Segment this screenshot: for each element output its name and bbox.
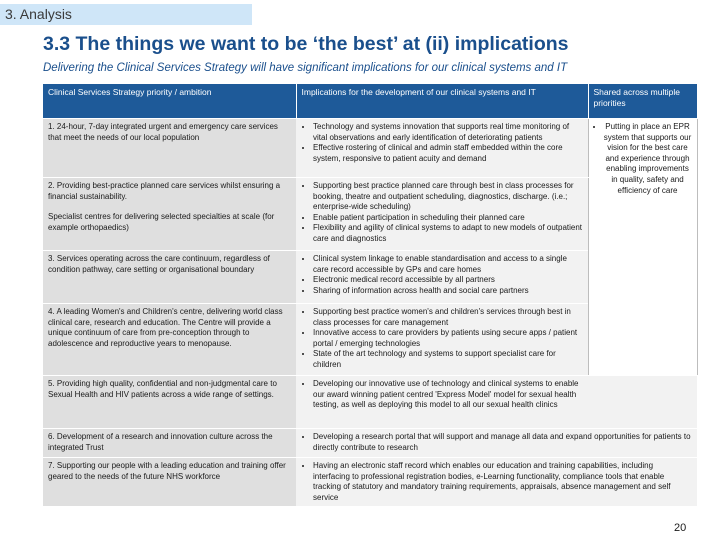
implications-cell	[296, 178, 588, 251]
implication-item: • Supporting best practice planned care through best in class processes for booking, theatre and outpatient scheduling, diagnostics, discharge. (i.e.; enterprise-wide scheduling)	[313, 181, 583, 213]
implication-item: • Innovative access to care providers by patients using secure apps / patient portal / emerging technologies	[313, 328, 583, 349]
implications-cell	[296, 251, 588, 304]
priority-text: 6. Development of a research and innovation culture across the integrated Trust	[48, 432, 273, 452]
page-title: 3.3 The things we want to be ‘the best’ at (ii) implications	[43, 33, 569, 55]
priority-text: 1. 24-hour, 7-day integrated urgent and emergency care services that meet the needs of our local population	[48, 122, 278, 142]
table-row	[43, 119, 697, 178]
section-tag: 3. Analysis	[0, 4, 252, 25]
implications-cell	[296, 119, 588, 178]
implication-item: • Effective rostering of clinical and admin staff embedded within the core system, responsive to patient acuity and demand	[313, 143, 583, 164]
page-subtitle: Delivering the Clinical Services Strategy will have significant implications for our clinical systems and IT	[43, 62, 568, 74]
priority-cell	[43, 458, 296, 507]
implications-cell	[296, 304, 588, 376]
header-shared: Shared across multiple priorities	[588, 84, 697, 119]
table-row	[43, 376, 697, 429]
implications-cell	[296, 376, 697, 429]
priority-text: 7. Supporting our people with a leading education and training offer geared to the needs of the future NHS workforce	[48, 461, 286, 481]
shared-cell	[588, 119, 697, 376]
implication-item: • Developing a research portal that will support and manage all data and expand opportunities for patients to directly contribute to research	[313, 432, 692, 453]
priority-text: Specialist centres for delivering selected specialties at scale (for example orthopaedics)	[48, 212, 275, 232]
shared-item: • Putting in place an EPR system that supports our vision for the best care and experience through enabling improvements in quality, safety and efficiency of care	[604, 122, 692, 196]
table-row	[43, 429, 697, 458]
priority-cell	[43, 304, 296, 376]
implication-item: • Sharing of information across health and social care partners	[313, 286, 583, 297]
implication-item: • Technology and systems innovation that supports real time monitoring of vital observations and early identification of deteriorating patients	[313, 122, 583, 143]
implication-item: • State of the art technology and systems to support specialist care for children	[313, 349, 583, 370]
priority-text: 3. Services operating across the care continuum, regardless of condition pathway, care setting or organisational boundary	[48, 254, 270, 274]
priority-text: 2. Providing best-practice planned care services whilst ensuring a financial sustainability.	[48, 181, 281, 201]
header-implications: Implications for the development of our clinical systems and IT	[296, 84, 588, 119]
implication-item: • Supporting best practice women's and children's services through best in class processes for care management	[313, 307, 583, 328]
priority-text: 5. Providing high quality, confidential and non-judgmental care to Sexual Health and HIV patients across a wide range of settings.	[48, 379, 277, 399]
page-number: 20	[674, 522, 687, 534]
priority-cell	[43, 429, 296, 458]
priority-text: 4. A leading Women's and Children's centre, delivering world class clinical care, research and education. The Centre will provide a unique continuum of care from pre-conception through to adolescence and reproductive years to menopause.	[48, 307, 283, 348]
table-header-row	[43, 84, 697, 119]
priority-cell	[43, 251, 296, 304]
priority-cell	[43, 119, 296, 178]
priority-cell	[43, 178, 296, 251]
implication-item: • Having an electronic staff record which enables our education and training capabilities, including interfacing to professional registration bodies, e-Learning functionality, compliance tools that enable tracking of statutory and mandatory training requirements, appraisals, absence management and self service	[313, 461, 692, 503]
header-priority: Clinical Services Strategy priority / ambition	[43, 84, 296, 119]
implication-item: • Electronic medical record accessible by all partners	[313, 275, 583, 286]
table-row	[43, 458, 697, 507]
implication-item: • Developing our innovative use of technology and clinical systems to enable our award winning patient centred 'Express Model' model for sexual health testing, as well as deploying this model to all our sexual health clinics	[313, 379, 585, 411]
implications-cell	[296, 429, 697, 458]
implication-item: • Clinical system linkage to enable standardisation and access to a single care record accessible by GPs and care homes	[313, 254, 583, 275]
implication-item: • Enable patient participation in scheduling their planned care	[313, 213, 583, 224]
implications-cell	[296, 458, 697, 507]
implications-table	[43, 84, 698, 507]
implication-item: • Flexibility and agility of clinical systems to adapt to new models of outpatient care and diagnostics	[313, 223, 583, 244]
priority-cell	[43, 376, 296, 429]
